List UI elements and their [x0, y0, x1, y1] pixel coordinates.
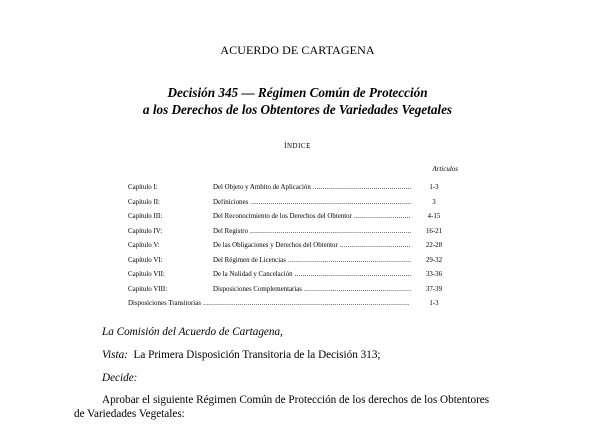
toc-row	[0, 242, 595, 254]
articles-column-label: Artículos	[432, 165, 458, 173]
toc-chapter: Capítulo II:	[128, 198, 160, 206]
toc-chapter: Capítulo I:	[128, 184, 158, 191]
toc-articles: 16-21	[425, 227, 443, 235]
toc-chapter: Capítulo IV:	[128, 227, 163, 235]
toc-title: De la Nulidad y Cancelación .....	[213, 271, 411, 278]
toc-row	[0, 199, 595, 211]
toc-articles: 37-39	[425, 285, 443, 293]
comision-paragraph: La Comisión del Acuerdo de Cartagena,	[102, 326, 283, 338]
document-header: ACUERDO DE CARTAGENA	[220, 43, 375, 57]
toc-chapter: Capítulo V:	[128, 242, 160, 249]
aprobar-paragraph-line-1: Aprobar el siguiente Régimen Común de Protección de los derechos de los Obtentores	[102, 394, 490, 406]
toc-articles: 1-3	[429, 184, 439, 191]
vista-paragraph	[102, 349, 381, 361]
toc-chapter: Capítulo VI:	[128, 256, 163, 264]
vista-label: Vista:	[102, 349, 128, 361]
toc-title: Del Objeto y Ambito de Aplicación .....	[213, 184, 411, 191]
title-line-1: Decisión 345 — Régimen Común de Protección	[167, 85, 428, 100]
toc-title: Disposiciones Transitorias .....	[128, 300, 411, 307]
toc-articles: 4-15	[427, 213, 441, 220]
vista-text: La Primera Disposición Transitoria de la Decisión 313;	[133, 349, 381, 361]
toc-row	[0, 271, 595, 283]
toc-articles: 33-36	[425, 271, 443, 278]
aprobar-paragraph-line-2: de Variedades Vegetales:	[74, 408, 185, 420]
toc-row-transitory	[0, 300, 595, 312]
toc-row	[0, 184, 595, 196]
toc-articles: 29-32	[425, 256, 443, 264]
toc-title: Definiciones .....	[213, 199, 411, 206]
toc-chapter: Capítulo VIII:	[128, 285, 168, 293]
decide-paragraph: Decide:	[102, 372, 138, 384]
toc-title: Del Reconocimiento de los Derechos del Obtentor .....	[213, 213, 411, 220]
toc-row	[0, 257, 595, 269]
toc-title: De las Obligaciones y Derechos del Obtentor .....	[213, 242, 411, 249]
toc-chapter: Capítulo III:	[128, 213, 163, 220]
toc-articles: 22-28	[425, 242, 443, 249]
toc-chapter: Capítulo VII:	[128, 271, 165, 278]
toc-title: Del Régimen de Licencias .....	[213, 257, 411, 264]
toc-articles: 3	[432, 198, 436, 206]
toc-row	[0, 213, 595, 225]
index-heading: ÍNDICE	[284, 142, 311, 150]
toc-row	[0, 228, 595, 240]
toc-title: Disposiciones Complementarias .....	[213, 286, 411, 293]
toc-row	[0, 286, 595, 298]
title-line-2: a los Derechos de los Obtentores de Variedades Vegetales	[142, 102, 453, 117]
toc-articles: 1-3	[429, 300, 439, 307]
toc-title: Del Registro .....	[213, 228, 411, 235]
